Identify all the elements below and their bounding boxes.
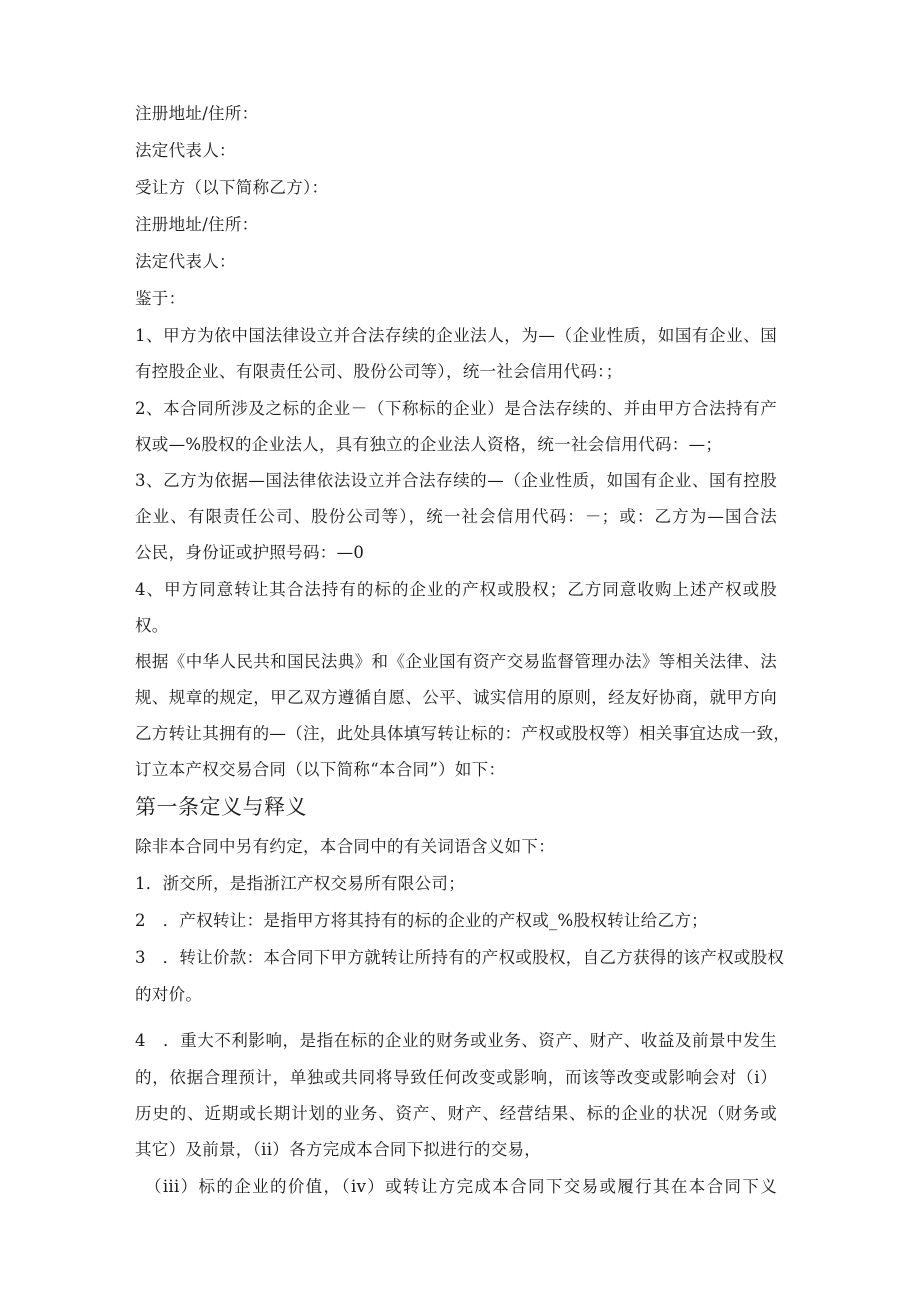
definition-3-line-2: 的对价。 — [135, 985, 203, 1004]
registered-address-line-2: 注册地址/住所： — [135, 215, 259, 234]
recital-1-line-2: 有控股企业、有限责任公司、股份公司等），统一社会信用代码：； — [135, 362, 623, 381]
recital-1-line-1: 1、甲方为依中国法律设立并合法存续的企业法人，为—（企业性质，如国有企业、国 — [135, 326, 777, 345]
recital-2-line-2: 权或—%股权的企业法人，具有独立的企业法人资格，统一社会信用代码：—； — [135, 435, 723, 454]
whereas-line: 鉴于： — [135, 289, 186, 308]
definition-3-line-1: 3 ．转让价款：本合同下甲方就转让所持有的产权或股权，自乙方获得的该产权或股权 — [135, 948, 785, 967]
recital-3-line-2: 企业、有限责任公司、股份公司等），统一社会信用代码：－；或：乙方为—国合法 — [135, 507, 777, 526]
basis-paragraph-line-3: 乙方转让其拥有的—（注，此处具体填写转让标的：产权或股权等）相关事宜达成一致， — [135, 724, 791, 743]
definition-4-line-5: （iii）标的企业的价值，（iv）或转让方完成本合同下交易或履行其在本合同下义 — [145, 1177, 777, 1196]
recital-3-line-1: 3、乙方为依据—国法律依法设立并合法存续的—（企业性质，如国有企业、国有控股 — [135, 471, 777, 490]
basis-paragraph-line-2: 规、规章的规定，甲乙双方遵循自愿、公平、诚实信用的原则，经友好协商，就甲方向 — [135, 688, 777, 707]
recital-2-line-1: 2、本合同所涉及之标的企业－（下称标的企业）是合法存续的、并由甲方合法持有产 — [135, 399, 777, 418]
legal-representative-line-2: 法定代表人： — [135, 252, 236, 271]
definition-2: 2 ．产权转让：是指甲方将其持有的标的企业的产权或_%股权转让给乙方； — [135, 911, 708, 930]
recital-4-line-1: 4、甲方同意转让其合法持有的标的企业的产权或股权；乙方同意收购上述产权或股 — [135, 580, 777, 599]
legal-representative-line-1: 法定代表人： — [135, 141, 236, 160]
basis-paragraph-line-1: 根据《中华人民共和国民法典》和《企业国有资产交易监督管理办法》等相关法律、法 — [135, 652, 777, 671]
definition-4-line-3: 历史的、近期或长期计划的业务、资产、财产、经营结果、标的企业的状况（财务或 — [135, 1104, 777, 1123]
transferee-line: 受让方（以下简称乙方）： — [135, 178, 329, 197]
definition-4-line-4: 其它）及前景，（ii）各方完成本合同下拟进行的交易， — [135, 1140, 542, 1159]
definition-4-line-2: 的，依据合理预计，单独或共同将导致任何改变或影响，而该等改变或影响会对（i） — [135, 1068, 777, 1087]
article-1-heading: 第一条定义与释义 — [135, 795, 307, 819]
definition-4-line-1: 4 ．重大不利影响，是指在标的企业的财务或业务、资产、财产、收益及前景中发生 — [135, 1031, 777, 1050]
recital-4-line-2: 权。 — [135, 616, 169, 635]
definitions-intro: 除非本合同中另有约定，本合同中的有关词语含义如下： — [135, 837, 555, 856]
basis-paragraph-line-4: 订立本产权交易合同（以下简称“本合同”）如下： — [135, 760, 506, 779]
definition-1: 1．浙交所，是指浙江产权交易所有限公司； — [135, 874, 465, 893]
recital-3-line-3: 公民，身份证或护照号码：—0 — [135, 543, 365, 562]
registered-address-line-1: 注册地址/住所： — [135, 104, 259, 123]
